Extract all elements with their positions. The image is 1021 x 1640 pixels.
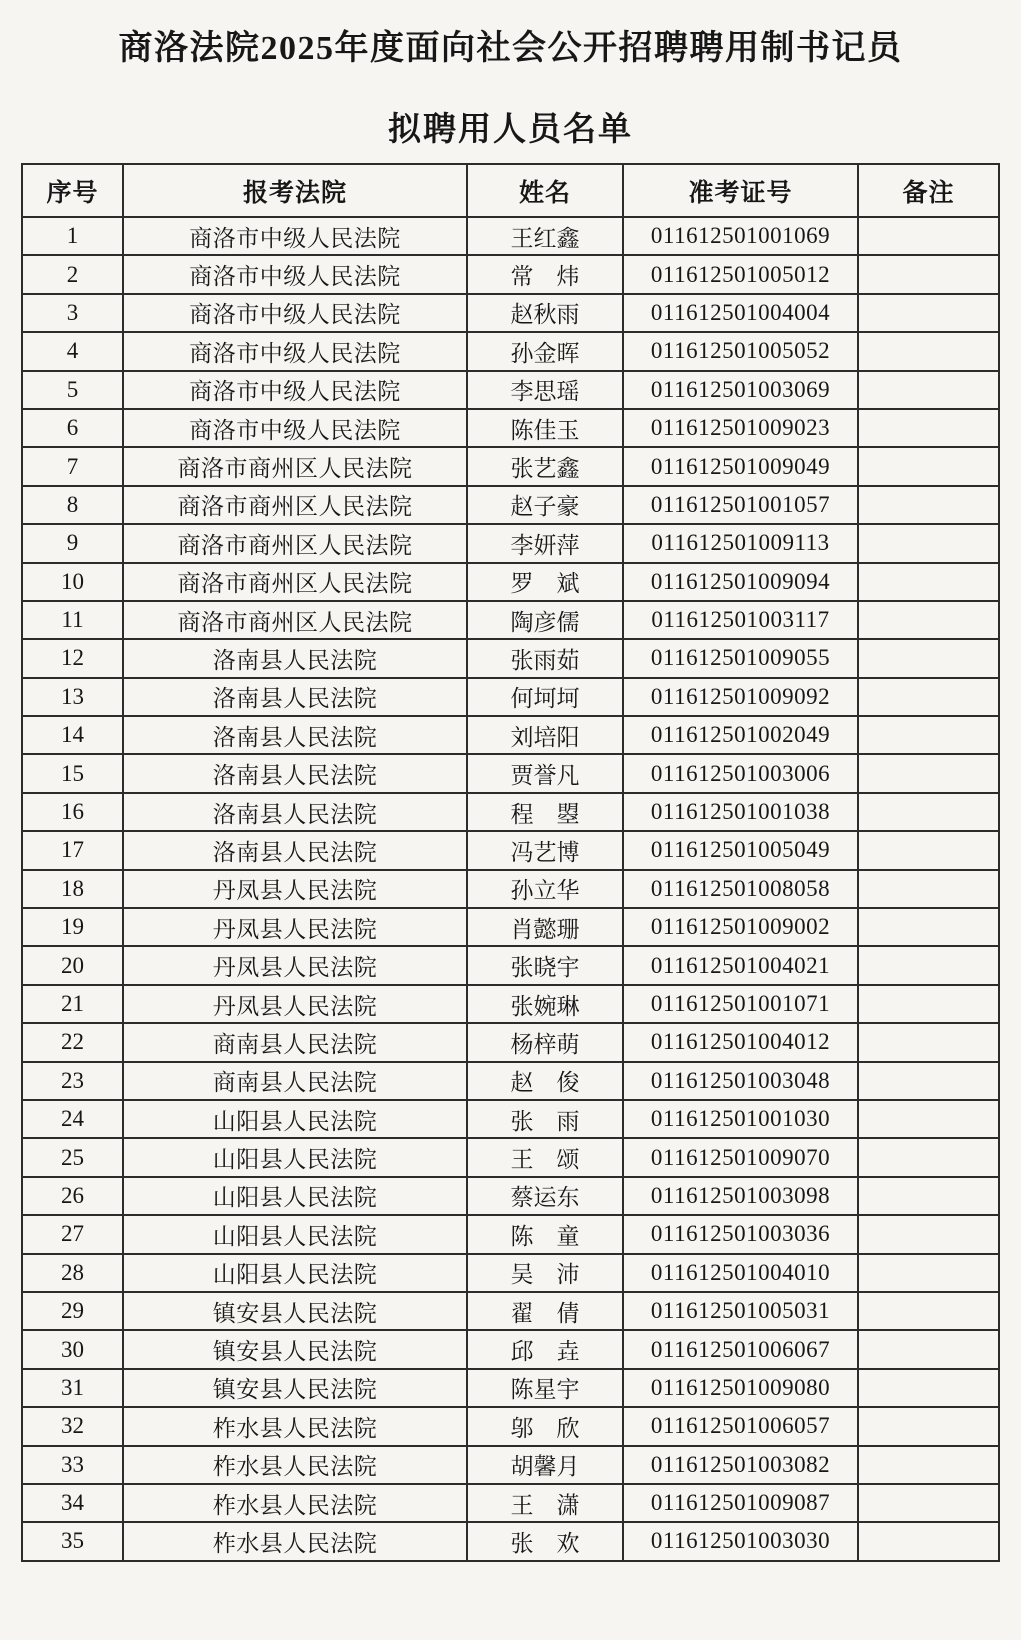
header-cell-remark: 备注 bbox=[858, 164, 999, 217]
candidate-name-cell: 吴 沛 bbox=[467, 1254, 623, 1292]
court-cell: 商洛市商州区人民法院 bbox=[123, 601, 467, 639]
table-row bbox=[22, 255, 999, 293]
ticket-number-cell: 011612501004004 bbox=[623, 294, 858, 332]
court-cell: 洛南县人民法院 bbox=[123, 831, 467, 869]
court-cell: 山阳县人民法院 bbox=[123, 1215, 467, 1253]
candidate-name-cell: 蔡运东 bbox=[467, 1177, 623, 1215]
table-row bbox=[22, 831, 999, 869]
remark-cell bbox=[858, 294, 999, 332]
table-row bbox=[22, 1522, 999, 1560]
ticket-number-cell: 011612501003048 bbox=[623, 1062, 858, 1100]
table-row bbox=[22, 1023, 999, 1061]
table-header bbox=[22, 164, 999, 217]
ticket-number-cell: 011612501001057 bbox=[623, 486, 858, 524]
remark-cell bbox=[858, 1446, 999, 1484]
ticket-number-cell: 011612501003117 bbox=[623, 601, 858, 639]
table-row bbox=[22, 217, 999, 255]
candidate-name-cell: 张婉琳 bbox=[467, 985, 623, 1023]
candidate-name-cell: 张 欢 bbox=[467, 1522, 623, 1560]
remark-cell bbox=[858, 563, 999, 601]
remark-cell bbox=[858, 1407, 999, 1445]
table-row bbox=[22, 563, 999, 601]
ticket-number-cell: 011612501005049 bbox=[623, 831, 858, 869]
court-cell: 丹凤县人民法院 bbox=[123, 908, 467, 946]
row-number-cell: 26 bbox=[22, 1177, 123, 1215]
candidate-name-cell: 陶彦儒 bbox=[467, 601, 623, 639]
row-number-cell: 29 bbox=[22, 1292, 123, 1330]
ticket-number-cell: 011612501001030 bbox=[623, 1100, 858, 1138]
table-row bbox=[22, 332, 999, 370]
remark-cell bbox=[858, 447, 999, 485]
table-row bbox=[22, 870, 999, 908]
table-row bbox=[22, 1062, 999, 1100]
row-number-cell: 32 bbox=[22, 1407, 123, 1445]
ticket-number-cell: 011612501005012 bbox=[623, 255, 858, 293]
table-row bbox=[22, 908, 999, 946]
remark-cell bbox=[858, 946, 999, 984]
row-number-cell: 11 bbox=[22, 601, 123, 639]
remark-cell bbox=[858, 1330, 999, 1368]
court-cell: 商南县人民法院 bbox=[123, 1023, 467, 1061]
court-cell: 商洛市中级人民法院 bbox=[123, 371, 467, 409]
court-cell: 商洛市中级人民法院 bbox=[123, 409, 467, 447]
row-number-cell: 6 bbox=[22, 409, 123, 447]
table-row bbox=[22, 1138, 999, 1176]
roster-table bbox=[21, 163, 1000, 1562]
remark-cell bbox=[858, 409, 999, 447]
table-row bbox=[22, 601, 999, 639]
ticket-number-cell: 011612501006057 bbox=[623, 1407, 858, 1445]
candidate-name-cell: 张 雨 bbox=[467, 1100, 623, 1138]
header-cell-court: 报考法院 bbox=[123, 164, 467, 217]
remark-cell bbox=[858, 332, 999, 370]
candidate-name-cell: 赵秋雨 bbox=[467, 294, 623, 332]
ticket-number-cell: 011612501009080 bbox=[623, 1369, 858, 1407]
row-number-cell: 9 bbox=[22, 524, 123, 562]
page-title: 商洛法院2025年度面向社会公开招聘聘用制书记员 bbox=[118, 30, 903, 67]
ticket-number-cell: 011612501008058 bbox=[623, 870, 858, 908]
remark-cell bbox=[858, 908, 999, 946]
table-row bbox=[22, 486, 999, 524]
candidate-name-cell: 赵子豪 bbox=[467, 486, 623, 524]
court-cell: 丹凤县人民法院 bbox=[123, 870, 467, 908]
court-cell: 洛南县人民法院 bbox=[123, 793, 467, 831]
table-row bbox=[22, 447, 999, 485]
row-number-cell: 23 bbox=[22, 1062, 123, 1100]
table-row bbox=[22, 946, 999, 984]
court-cell: 山阳县人民法院 bbox=[123, 1254, 467, 1292]
row-number-cell: 4 bbox=[22, 332, 123, 370]
remark-cell bbox=[858, 1292, 999, 1330]
candidate-name-cell: 孙金晖 bbox=[467, 332, 623, 370]
remark-cell bbox=[858, 793, 999, 831]
court-cell: 商洛市商州区人民法院 bbox=[123, 447, 467, 485]
row-number-cell: 18 bbox=[22, 870, 123, 908]
table-row bbox=[22, 524, 999, 562]
row-number-cell: 33 bbox=[22, 1446, 123, 1484]
court-cell: 柞水县人民法院 bbox=[123, 1407, 467, 1445]
ticket-number-cell: 011612501001069 bbox=[623, 217, 858, 255]
ticket-number-cell: 011612501005052 bbox=[623, 332, 858, 370]
court-cell: 洛南县人民法院 bbox=[123, 639, 467, 677]
court-cell: 洛南县人民法院 bbox=[123, 716, 467, 754]
remark-cell bbox=[858, 1254, 999, 1292]
ticket-number-cell: 011612501001038 bbox=[623, 793, 858, 831]
table-row bbox=[22, 1484, 999, 1522]
row-number-cell: 22 bbox=[22, 1023, 123, 1061]
row-number-cell: 34 bbox=[22, 1484, 123, 1522]
ticket-number-cell: 011612501009092 bbox=[623, 678, 858, 716]
candidate-name-cell: 刘培阳 bbox=[467, 716, 623, 754]
row-number-cell: 8 bbox=[22, 486, 123, 524]
court-cell: 镇安县人民法院 bbox=[123, 1292, 467, 1330]
row-number-cell: 16 bbox=[22, 793, 123, 831]
court-cell: 商洛市中级人民法院 bbox=[123, 217, 467, 255]
remark-cell bbox=[858, 678, 999, 716]
table-row bbox=[22, 1254, 999, 1292]
candidate-name-cell: 李思瑶 bbox=[467, 371, 623, 409]
ticket-number-cell: 011612501003006 bbox=[623, 754, 858, 792]
table-row bbox=[22, 294, 999, 332]
ticket-number-cell: 011612501003082 bbox=[623, 1446, 858, 1484]
candidate-name-cell: 翟 倩 bbox=[467, 1292, 623, 1330]
candidate-name-cell: 邱 垚 bbox=[467, 1330, 623, 1368]
row-number-cell: 5 bbox=[22, 371, 123, 409]
table-row bbox=[22, 1100, 999, 1138]
table-row bbox=[22, 1330, 999, 1368]
remark-cell bbox=[858, 1215, 999, 1253]
remark-cell bbox=[858, 1177, 999, 1215]
row-number-cell: 15 bbox=[22, 754, 123, 792]
table-row bbox=[22, 371, 999, 409]
table-row bbox=[22, 409, 999, 447]
table-row bbox=[22, 1177, 999, 1215]
ticket-number-cell: 011612501009094 bbox=[623, 563, 858, 601]
page-subtitle: 拟聘用人员名单 bbox=[388, 112, 633, 148]
candidate-name-cell: 王红鑫 bbox=[467, 217, 623, 255]
row-number-cell: 20 bbox=[22, 946, 123, 984]
header-cell-no: 序号 bbox=[22, 164, 123, 217]
remark-cell bbox=[858, 754, 999, 792]
table-row bbox=[22, 793, 999, 831]
ticket-number-cell: 011612501003098 bbox=[623, 1177, 858, 1215]
ticket-number-cell: 011612501009087 bbox=[623, 1484, 858, 1522]
ticket-number-cell: 011612501009049 bbox=[623, 447, 858, 485]
row-number-cell: 13 bbox=[22, 678, 123, 716]
ticket-number-cell: 011612501003036 bbox=[623, 1215, 858, 1253]
table-row bbox=[22, 1369, 999, 1407]
candidate-name-cell: 孙立华 bbox=[467, 870, 623, 908]
candidate-name-cell: 肖懿珊 bbox=[467, 908, 623, 946]
ticket-number-cell: 011612501009002 bbox=[623, 908, 858, 946]
candidate-name-cell: 李妍萍 bbox=[467, 524, 623, 562]
remark-cell bbox=[858, 1522, 999, 1560]
row-number-cell: 25 bbox=[22, 1138, 123, 1176]
court-cell: 镇安县人民法院 bbox=[123, 1369, 467, 1407]
row-number-cell: 17 bbox=[22, 831, 123, 869]
row-number-cell: 24 bbox=[22, 1100, 123, 1138]
row-number-cell: 10 bbox=[22, 563, 123, 601]
court-cell: 镇安县人民法院 bbox=[123, 1330, 467, 1368]
court-cell: 丹凤县人民法院 bbox=[123, 985, 467, 1023]
candidate-name-cell: 赵 俊 bbox=[467, 1062, 623, 1100]
remark-cell bbox=[858, 524, 999, 562]
court-cell: 山阳县人民法院 bbox=[123, 1177, 467, 1215]
candidate-name-cell: 张晓宇 bbox=[467, 946, 623, 984]
table-row bbox=[22, 678, 999, 716]
ticket-number-cell: 011612501009023 bbox=[623, 409, 858, 447]
table-row bbox=[22, 1446, 999, 1484]
remark-cell bbox=[858, 870, 999, 908]
candidate-name-cell: 邬 欣 bbox=[467, 1407, 623, 1445]
court-cell: 商洛市中级人民法院 bbox=[123, 332, 467, 370]
candidate-name-cell: 胡馨月 bbox=[467, 1446, 623, 1484]
table-row bbox=[22, 1215, 999, 1253]
remark-cell bbox=[858, 1023, 999, 1061]
candidate-name-cell: 张艺鑫 bbox=[467, 447, 623, 485]
header-cell-name: 姓名 bbox=[467, 164, 623, 217]
candidate-name-cell: 王 潇 bbox=[467, 1484, 623, 1522]
table-header-row bbox=[22, 164, 999, 217]
court-cell: 丹凤县人民法院 bbox=[123, 946, 467, 984]
ticket-number-cell: 011612501003069 bbox=[623, 371, 858, 409]
remark-cell bbox=[858, 1062, 999, 1100]
candidate-name-cell: 罗 斌 bbox=[467, 563, 623, 601]
court-cell: 商洛市商州区人民法院 bbox=[123, 524, 467, 562]
court-cell: 商南县人民法院 bbox=[123, 1062, 467, 1100]
row-number-cell: 1 bbox=[22, 217, 123, 255]
court-cell: 商洛市中级人民法院 bbox=[123, 255, 467, 293]
row-number-cell: 35 bbox=[22, 1522, 123, 1560]
ticket-number-cell: 011612501004012 bbox=[623, 1023, 858, 1061]
ticket-number-cell: 011612501005031 bbox=[623, 1292, 858, 1330]
ticket-number-cell: 011612501002049 bbox=[623, 716, 858, 754]
candidate-name-cell: 杨梓萌 bbox=[467, 1023, 623, 1061]
ticket-number-cell: 011612501009113 bbox=[623, 524, 858, 562]
candidate-name-cell: 张雨茹 bbox=[467, 639, 623, 677]
candidate-name-cell: 程 曌 bbox=[467, 793, 623, 831]
table-row bbox=[22, 754, 999, 792]
candidate-name-cell: 何坷坷 bbox=[467, 678, 623, 716]
remark-cell bbox=[858, 1369, 999, 1407]
table-row bbox=[22, 639, 999, 677]
row-number-cell: 14 bbox=[22, 716, 123, 754]
row-number-cell: 2 bbox=[22, 255, 123, 293]
court-cell: 柞水县人民法院 bbox=[123, 1446, 467, 1484]
ticket-number-cell: 011612501001071 bbox=[623, 985, 858, 1023]
candidate-name-cell: 陈佳玉 bbox=[467, 409, 623, 447]
row-number-cell: 19 bbox=[22, 908, 123, 946]
remark-cell bbox=[858, 716, 999, 754]
remark-cell bbox=[858, 1100, 999, 1138]
header-cell-ticket: 准考证号 bbox=[623, 164, 858, 217]
remark-cell bbox=[858, 371, 999, 409]
court-cell: 商洛市商州区人民法院 bbox=[123, 563, 467, 601]
remark-cell bbox=[858, 255, 999, 293]
ticket-number-cell: 011612501009070 bbox=[623, 1138, 858, 1176]
court-cell: 柞水县人民法院 bbox=[123, 1522, 467, 1560]
candidate-name-cell: 贾誉凡 bbox=[467, 754, 623, 792]
row-number-cell: 3 bbox=[22, 294, 123, 332]
remark-cell bbox=[858, 601, 999, 639]
ticket-number-cell: 011612501004010 bbox=[623, 1254, 858, 1292]
row-number-cell: 27 bbox=[22, 1215, 123, 1253]
ticket-number-cell: 011612501006067 bbox=[623, 1330, 858, 1368]
table-row bbox=[22, 716, 999, 754]
remark-cell bbox=[858, 217, 999, 255]
court-cell: 商洛市商州区人民法院 bbox=[123, 486, 467, 524]
table-body bbox=[22, 217, 999, 1561]
court-cell: 山阳县人民法院 bbox=[123, 1100, 467, 1138]
row-number-cell: 30 bbox=[22, 1330, 123, 1368]
table-row bbox=[22, 985, 999, 1023]
row-number-cell: 12 bbox=[22, 639, 123, 677]
ticket-number-cell: 011612501004021 bbox=[623, 946, 858, 984]
remark-cell bbox=[858, 1138, 999, 1176]
row-number-cell: 21 bbox=[22, 985, 123, 1023]
row-number-cell: 7 bbox=[22, 447, 123, 485]
candidate-name-cell: 陈 童 bbox=[467, 1215, 623, 1253]
ticket-number-cell: 011612501009055 bbox=[623, 639, 858, 677]
remark-cell bbox=[858, 985, 999, 1023]
court-cell: 山阳县人民法院 bbox=[123, 1138, 467, 1176]
court-cell: 柞水县人民法院 bbox=[123, 1484, 467, 1522]
court-cell: 商洛市中级人民法院 bbox=[123, 294, 467, 332]
remark-cell bbox=[858, 831, 999, 869]
court-cell: 洛南县人民法院 bbox=[123, 678, 467, 716]
candidate-name-cell: 王 颂 bbox=[467, 1138, 623, 1176]
ticket-number-cell: 011612501003030 bbox=[623, 1522, 858, 1560]
row-number-cell: 28 bbox=[22, 1254, 123, 1292]
candidate-name-cell: 常 炜 bbox=[467, 255, 623, 293]
remark-cell bbox=[858, 486, 999, 524]
court-cell: 洛南县人民法院 bbox=[123, 754, 467, 792]
remark-cell bbox=[858, 639, 999, 677]
candidate-name-cell: 陈星宇 bbox=[467, 1369, 623, 1407]
remark-cell bbox=[858, 1484, 999, 1522]
candidate-name-cell: 冯艺博 bbox=[467, 831, 623, 869]
table-row bbox=[22, 1292, 999, 1330]
row-number-cell: 31 bbox=[22, 1369, 123, 1407]
table-row bbox=[22, 1407, 999, 1445]
